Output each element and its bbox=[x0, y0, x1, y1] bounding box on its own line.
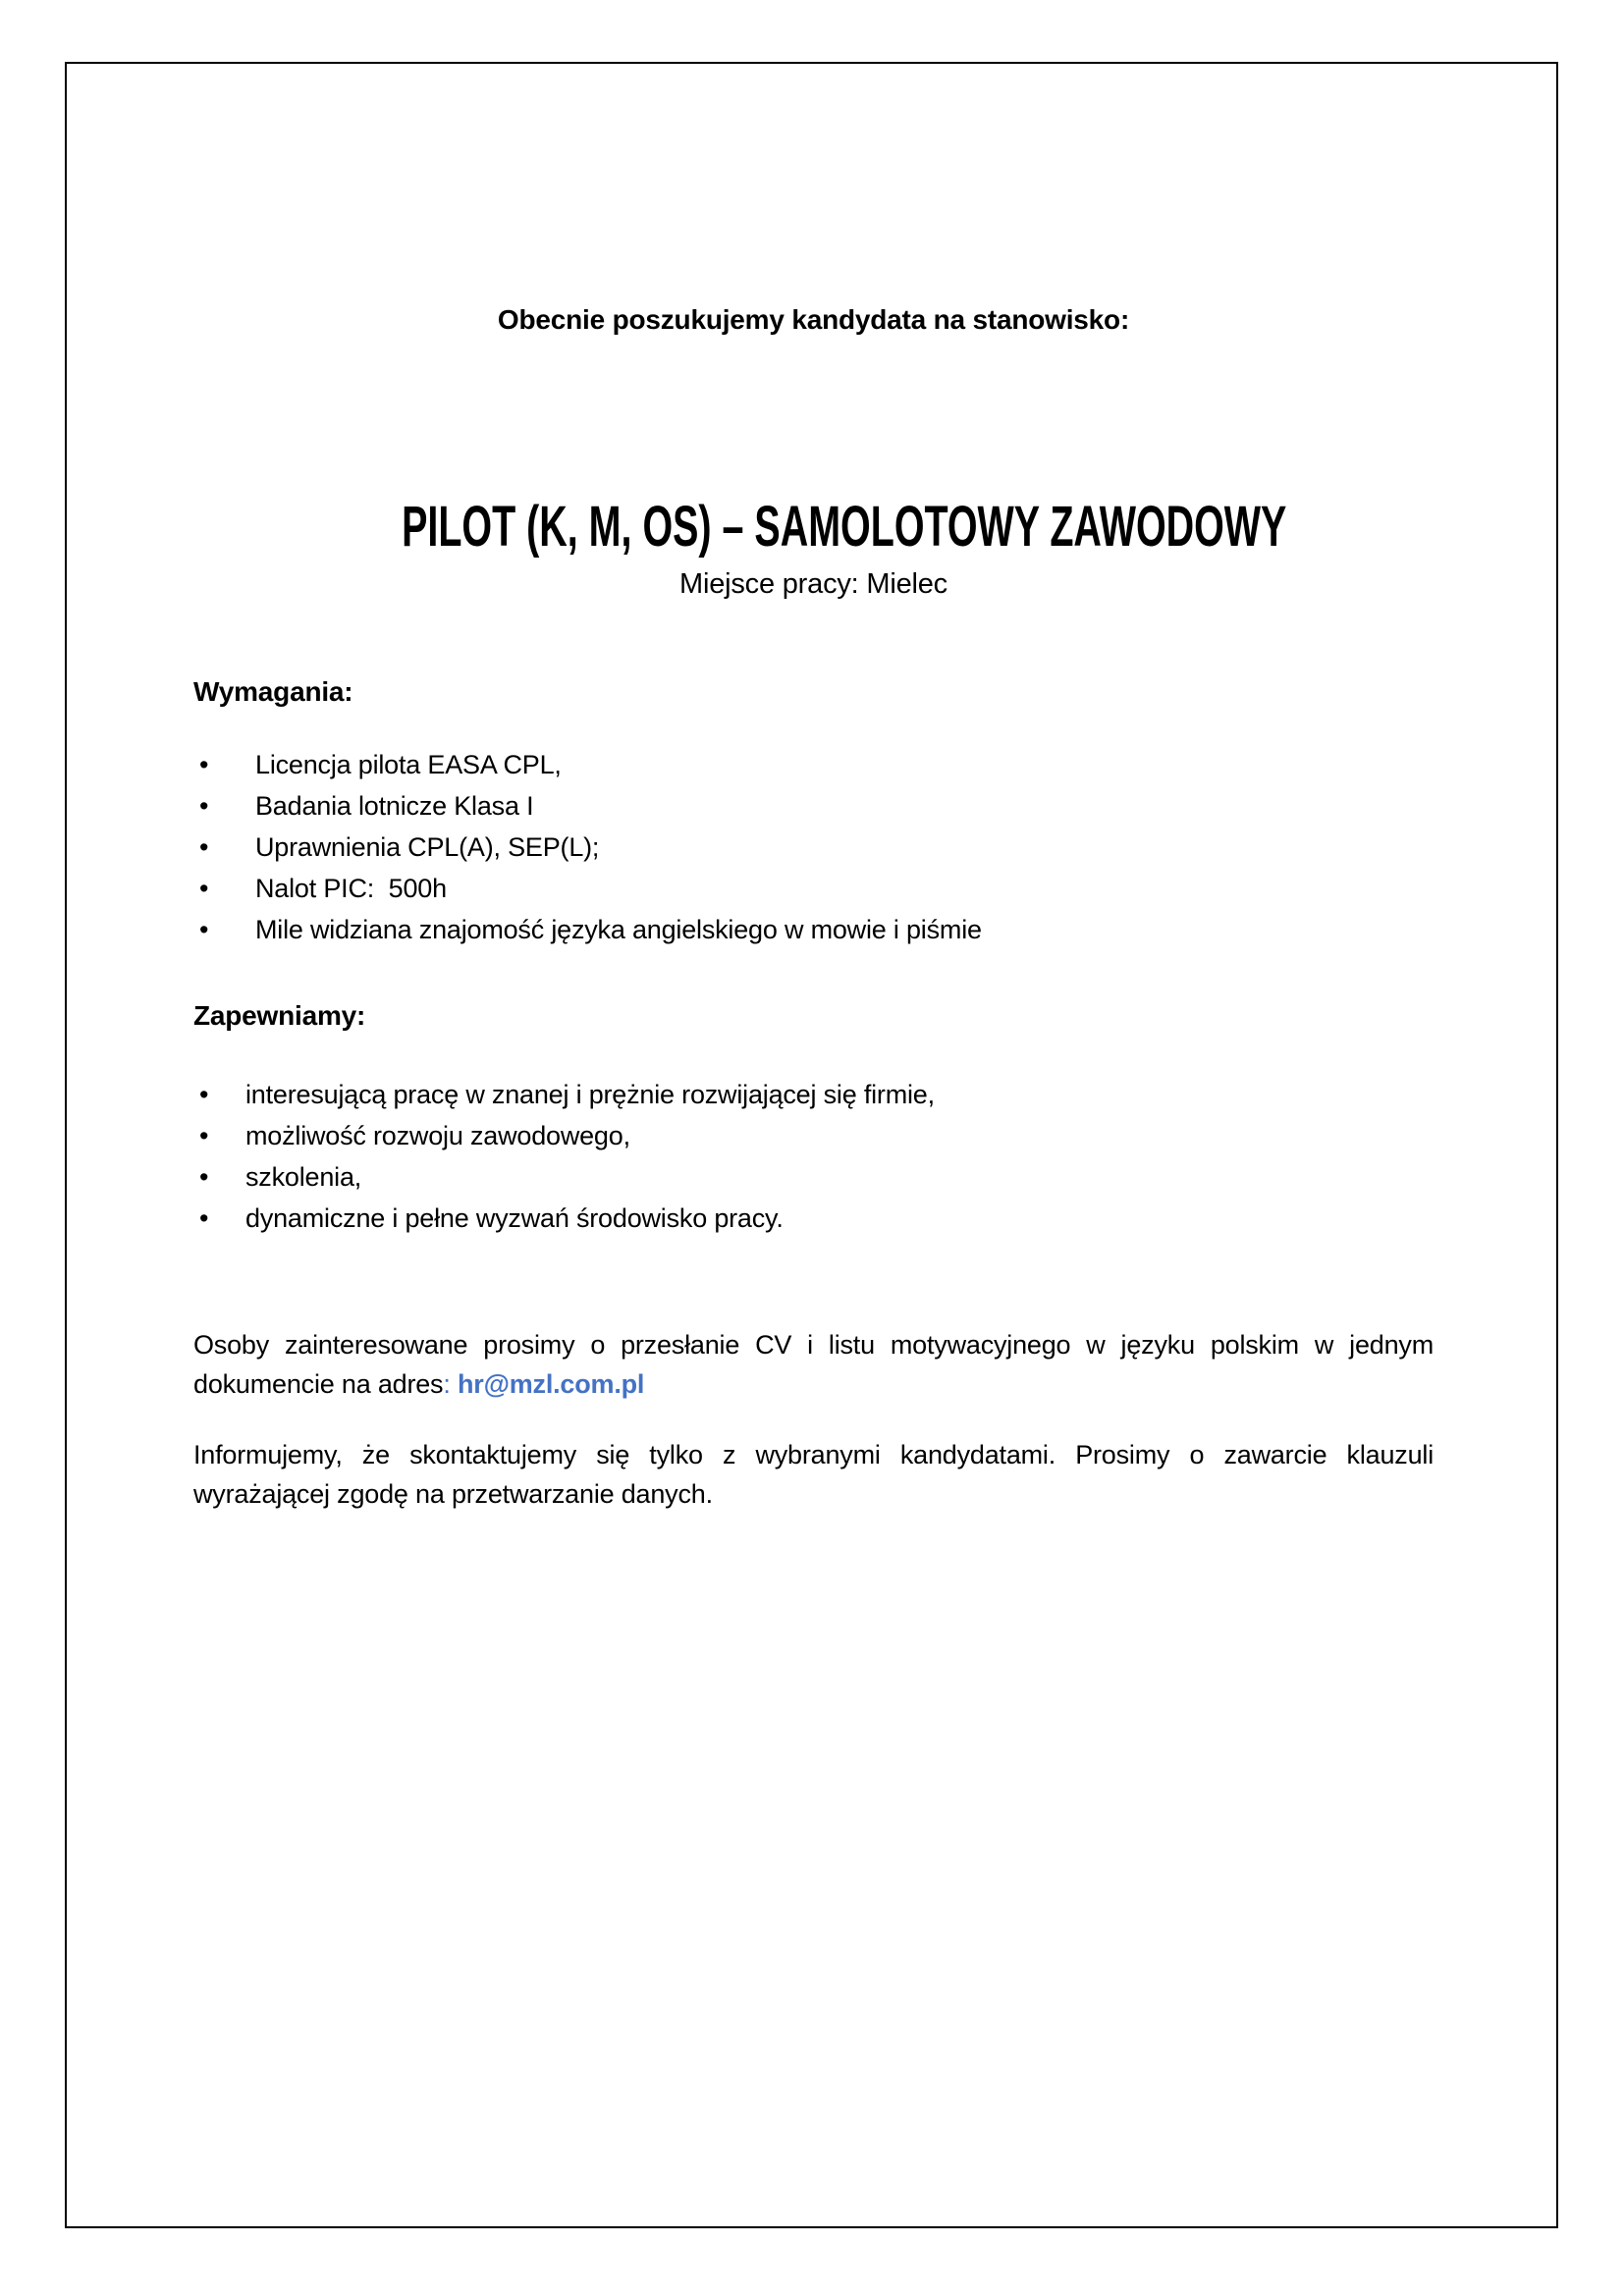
requirement-item-text: Mile widziana znajomość języka angielskiego w mowie i piśmie bbox=[255, 915, 982, 944]
offer-heading: Zapewniamy: bbox=[193, 1000, 366, 1031]
requirements-list bbox=[193, 744, 1434, 950]
requirement-item bbox=[193, 827, 1434, 868]
footer-note: Informujemy, że skontaktujemy się tylko z wybranymi kandydatami. Prosimy o zawarcie klauzuli wyrażającej zgodę na przetwarzanie danych. bbox=[193, 1440, 1434, 1509]
email-link[interactable]: hr@mzl.com.pl bbox=[457, 1369, 645, 1399]
offer-item bbox=[193, 1198, 1434, 1239]
offer-item-text: szkolenia, bbox=[245, 1162, 362, 1192]
bullet-icon: • bbox=[199, 1203, 209, 1233]
requirement-item bbox=[193, 744, 1434, 785]
bullet-icon: • bbox=[199, 1162, 209, 1192]
job-title bbox=[193, 491, 1434, 563]
job-title-text: PILOT (K, M, OS) – SAMOLOTOWY ZAWODOWY bbox=[402, 495, 1287, 559]
bullet-icon: • bbox=[199, 915, 209, 944]
bullet-icon: • bbox=[199, 1121, 209, 1150]
bullet-icon: • bbox=[199, 750, 209, 779]
bullet-icon: • bbox=[199, 874, 209, 903]
offer-item bbox=[193, 1156, 1434, 1198]
contact-paragraph bbox=[193, 1325, 1434, 1404]
requirement-item bbox=[193, 868, 1434, 909]
job-location: Miejsce pracy: Mielec bbox=[679, 568, 947, 600]
offer-list bbox=[193, 1074, 1434, 1239]
requirement-item-text: Badania lotnicze Klasa I bbox=[255, 791, 534, 821]
requirement-item-text: Nalot PIC: 500h bbox=[255, 874, 447, 903]
contact-text: Osoby zainteresowane prosimy o przesłanie CV i listu motywacyjnego w języku polskim w jednym dokumencie na adres bbox=[193, 1330, 1434, 1399]
requirement-item-text: Uprawnienia CPL(A), SEP(L); bbox=[255, 832, 600, 862]
offer-item bbox=[193, 1074, 1434, 1115]
bullet-icon: • bbox=[199, 1080, 209, 1109]
requirement-item bbox=[193, 785, 1434, 827]
requirement-item bbox=[193, 909, 1434, 950]
bullet-icon: • bbox=[199, 832, 209, 862]
page-content bbox=[67, 64, 1556, 1514]
email-separator: : bbox=[443, 1369, 458, 1399]
requirements-heading: Wymagania: bbox=[193, 676, 353, 707]
requirement-item-text: Licencja pilota EASA CPL, bbox=[255, 750, 562, 779]
offer-item-text: dynamiczne i pełne wyzwań środowisko pracy. bbox=[245, 1203, 784, 1233]
offer-item bbox=[193, 1115, 1434, 1156]
bullet-icon: • bbox=[199, 791, 209, 821]
intro-line: Obecnie poszukujemy kandydata na stanowisko: bbox=[497, 304, 1130, 335]
offer-item-text: interesującą pracę w znanej i prężnie rozwijającej się firmie, bbox=[245, 1080, 935, 1109]
offer-item-text: możliwość rozwoju zawodowego, bbox=[245, 1121, 630, 1150]
